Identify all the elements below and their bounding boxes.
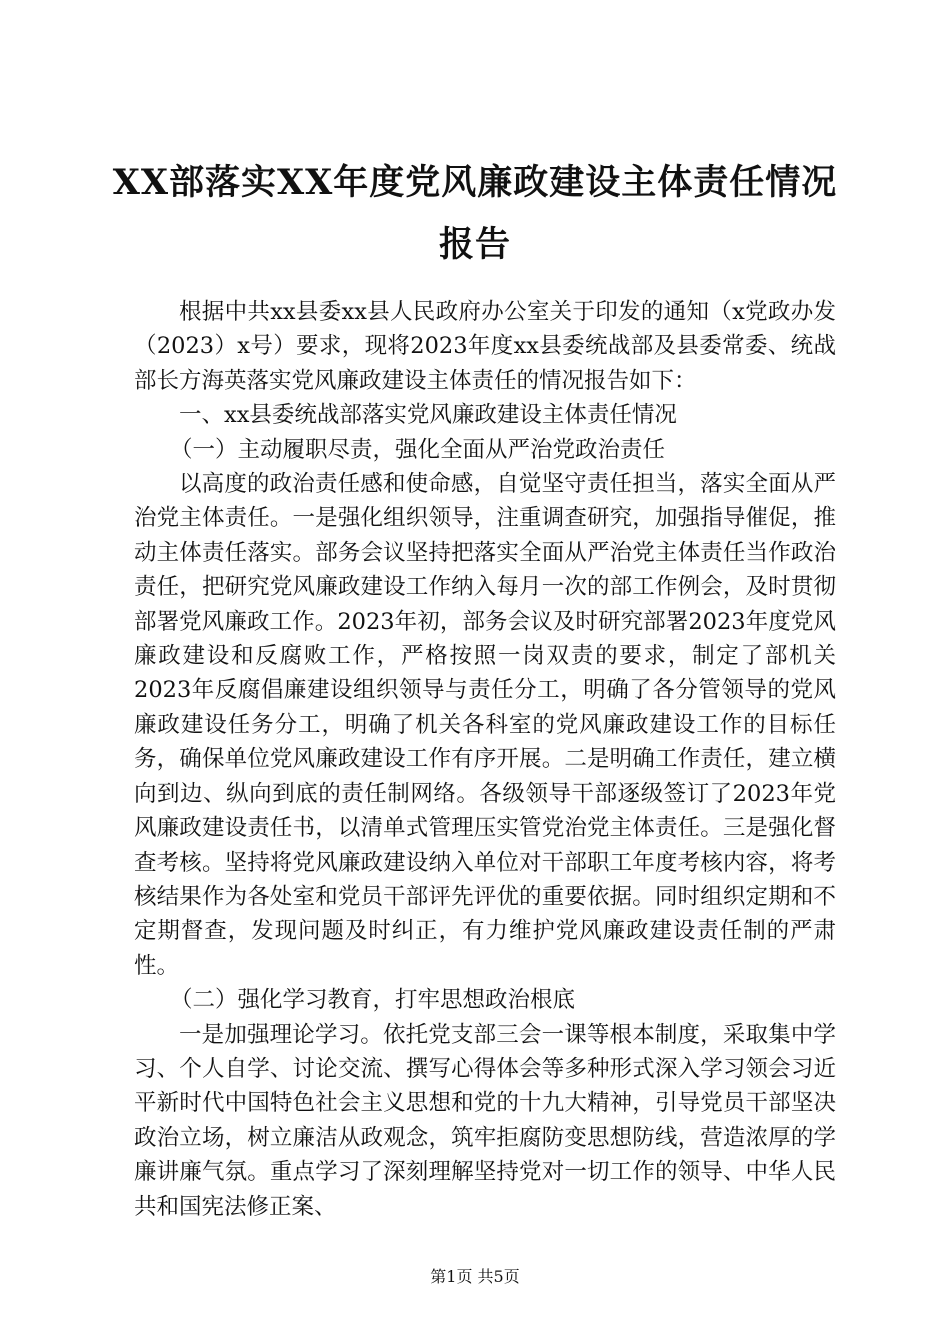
body-paragraph: 一是加强理论学习。依托党支部三会一课等根本制度，采取集中学习、个人自学、讨论交流、撰写心得体会等多种形式深入学习领会习近平新时代中国特色社会主义思想和党的十九大精神，引导党员干部坚决政治立场，树立廉洁从政观念，筑牢拒腐防变思想防线，营造浓厚的学廉讲廉气氛。重点学习了深刻理解坚持党对一切工作的领导、中华人民共和国宪法修正案、 (134, 1021, 836, 1220)
subsection-heading: （二）强化学习教育，打牢思想政治根底 (170, 987, 576, 1014)
intro-paragraph: 根据中共xx县委xx县人民政府办公室关于印发的通知（x党政办发（2023）x号）要求，现将2023年度xx县委统战部及县委常委、统战部长方海英落实党风廉政建设主体责任的情况报告如下： (134, 299, 836, 394)
document-body (134, 295, 836, 1224)
section-heading: 一、xx县委统战部落实党风廉政建设主体责任情况 (179, 402, 677, 429)
page-footer: 第1页 共5页 (430, 1267, 520, 1286)
document-title-continued: 报告 (438, 224, 511, 265)
subsection-heading: （一）主动履职尽责，强化全面从严治党政治责任 (170, 436, 666, 463)
document-title: XX部落实XX年度党风廉政建设主体责任情况 (112, 162, 838, 203)
body-paragraph: 以高度的政治责任感和使命感，自觉坚守责任担当，落实全面从严治党主体责任。一是强化组织领导，注重调查研究，加强指导催促，推动主体责任落实。部务会议坚持把落实全面从严治党主体责任当作政治责任，把研究党风廉政建设工作纳入每月一次的部工作例会，及时贯彻部署党风廉政工作。2023年初，部务会议及时研究部署2023年度党风廉政建设和反腐败工作，严格按照一岗双责的要求，制定了部机关2023年反腐倡廉建设组织领导与责任分工，明确了各分管领导的党风廉政建设任务分工，明确了机关各科室的党风廉政建设工作的目标任务，确保单位党风廉政建设工作有序开展。二是明确工作责任，建立横向到边、纵向到底的责任制网络。各级领导干部逐级签订了2023年党风廉政建设责任书，以清单式管理压实管党治党主体责任。三是强化督查考核。坚持将党风廉政建设纳入单位对干部职工年度考核内容，将考核结果作为各处室和党员干部评先评优的重要依据。同时组织定期和不定期督查，发现问题及时纠正，有力维护党风廉政建设责任制的严肃性。 (134, 471, 836, 979)
